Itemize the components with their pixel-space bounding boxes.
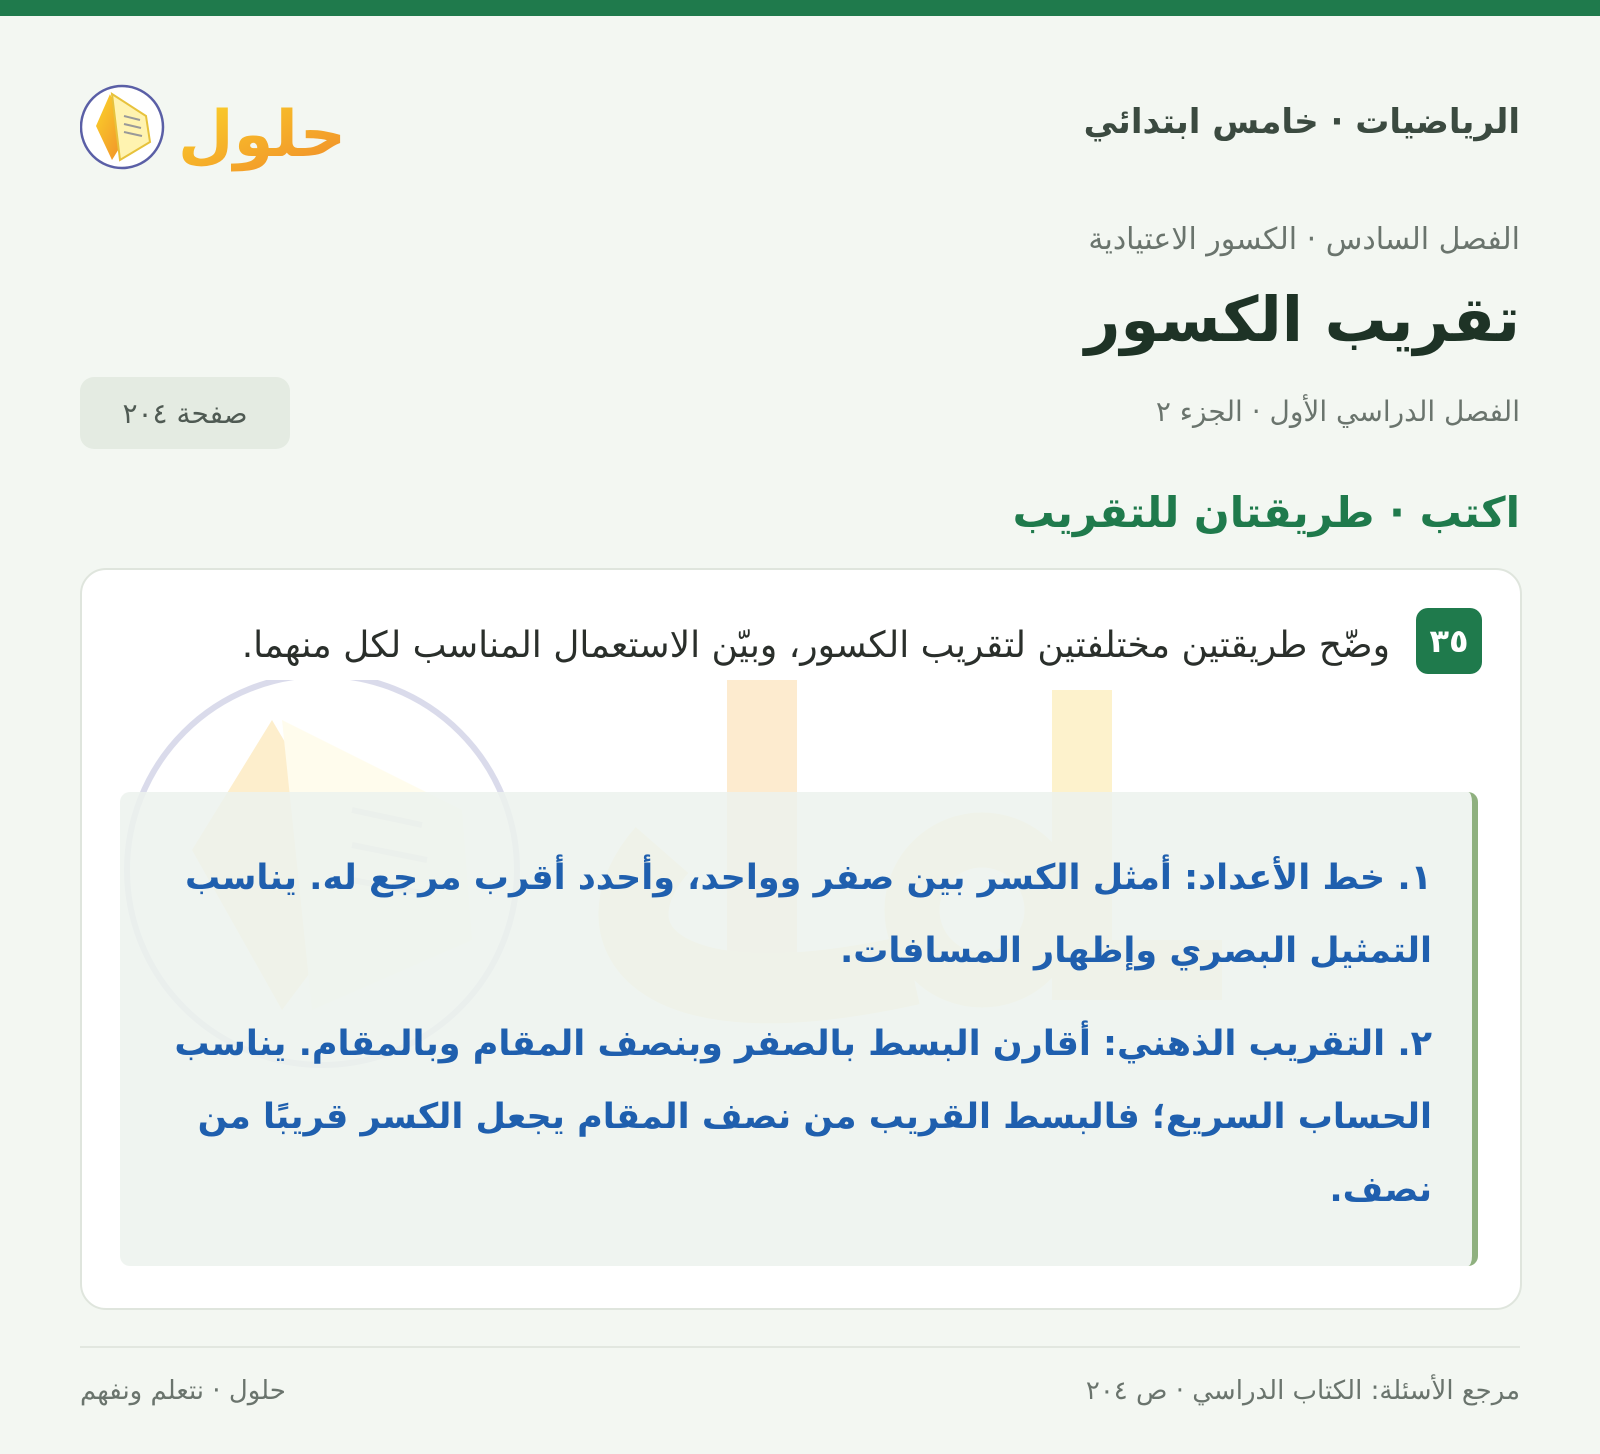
footer-divider xyxy=(80,1346,1520,1348)
subject-title: الرياضيات · خامس ابتدائي xyxy=(1083,102,1520,142)
book-logo-icon[interactable] xyxy=(80,64,360,184)
question-text: وضّح طريقتين مختلفتين لتقريب الكسور، وبيّن الاستعمال المناسب لكل منهما. xyxy=(241,625,1390,666)
answer-item: ٢. التقريب الذهني: أقارن البسط بالصفر وبنصف المقام وبالمقام. يناسب الحساب السريع؛ فالبسط القريب من نصف المقام يجعل الكسر قريبًا من نصف. xyxy=(174,1024,1432,1210)
top-accent-bar xyxy=(0,0,1600,16)
svg-text:حلول: حلول xyxy=(178,98,346,172)
logo-wordmark xyxy=(178,98,346,172)
section-title: اكتب · طريقتان للتقريب xyxy=(1012,488,1520,537)
page-header xyxy=(80,64,1520,184)
chapter-label: الفصل السادس · الكسور الاعتيادية xyxy=(1088,222,1520,257)
footer-brand: حلول · نتعلم ونفهم xyxy=(80,1376,286,1406)
question-number-badge: ٣٥ xyxy=(1416,608,1482,674)
question-card xyxy=(80,568,1522,1310)
lesson-title: تقريب الكسور xyxy=(1084,283,1520,356)
semester-label: الفصل الدراسي الأول · الجزء ٢ xyxy=(1155,395,1520,428)
page-number-badge: صفحة ٢٠٤ xyxy=(80,377,290,449)
answer-box xyxy=(120,792,1478,1266)
answer-item: ١. خط الأعداد: أمثل الكسر بين صفر وواحد، وأحدد أقرب مرجع له. يناسب التمثيل البصري وإظهار المسافات. xyxy=(184,858,1432,971)
footer-reference: مرجع الأسئلة: الكتاب الدراسي · ص ٢٠٤ xyxy=(1085,1376,1520,1406)
